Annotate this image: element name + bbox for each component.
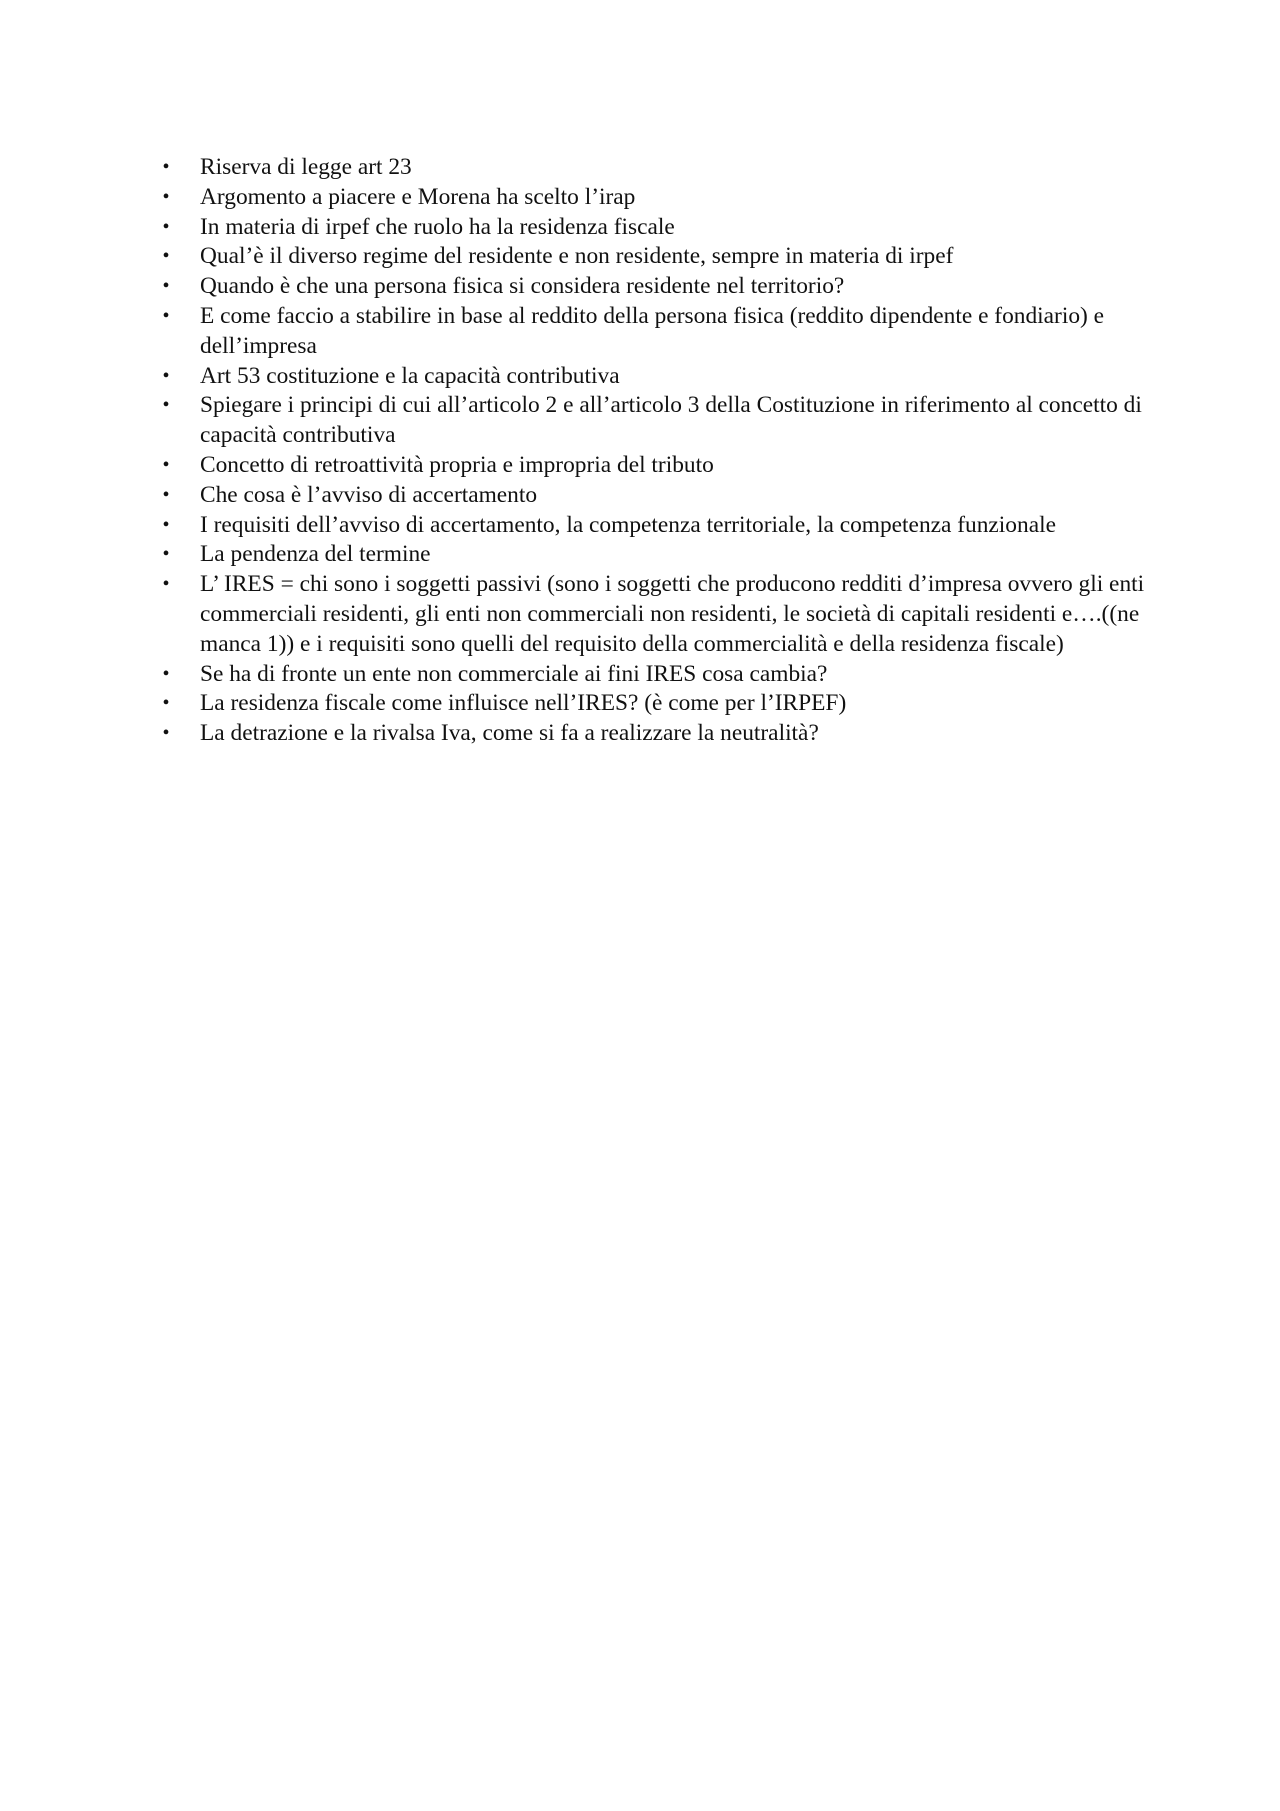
list-item <box>160 570 1150 659</box>
list-item-text: Quando è che una persona fisica si considera residente nel territorio? <box>200 273 845 300</box>
list-item-text: Art 53 costituzione e la capacità contributiva <box>200 362 620 389</box>
list-item-text: Che cosa è l’avviso di accertamento <box>200 481 538 508</box>
bullet-icon: • <box>162 662 170 685</box>
list-item-text: E come faccio a stabilire in base al reddito della persona fisica (reddito dipendente e fondiario) e dell’impresa <box>200 302 1105 359</box>
list-item <box>160 689 1150 719</box>
bullet-icon: • <box>162 364 170 387</box>
bullet-icon: • <box>162 543 170 566</box>
list-item <box>160 660 1150 690</box>
list-item <box>160 302 1150 362</box>
bullet-icon: • <box>162 304 170 327</box>
list-item <box>160 213 1150 243</box>
bullet-list <box>160 153 1150 749</box>
bullet-icon: • <box>162 185 170 208</box>
bullet-icon: • <box>162 483 170 506</box>
bullet-icon: • <box>162 156 170 178</box>
bullet-icon: • <box>162 394 170 417</box>
list-item <box>160 153 1150 183</box>
list-item <box>160 540 1150 570</box>
list-item-text: Se ha di fronte un ente non commerciale ai fini IRES cosa cambia? <box>200 660 828 687</box>
list-item <box>160 481 1150 511</box>
list-item-text: La residenza fiscale come influisce nell’IRES? (è come per l’IRPEF) <box>200 690 847 717</box>
bullet-icon: • <box>162 722 170 745</box>
list-item-text: La pendenza del termine <box>200 541 431 568</box>
list-item-text: L’ IRES = chi sono i soggetti passivi (sono i soggetti che producono redditi d’impresa ovvero gli enti commerciali residenti, gli enti non commerciali non residenti, le società di capitali residenti e….((ne manca 1)) e i requisiti sono quelli del requisito della commercialità e della residenza fiscale) <box>200 571 1145 657</box>
list-item <box>160 719 1150 749</box>
bullet-icon: • <box>162 215 170 238</box>
list-item-text: Concetto di retroattività propria e impropria del tributo <box>200 451 714 478</box>
list-item-text: Argomento a piacere e Morena ha scelto l’irap <box>200 183 636 210</box>
list-item <box>160 242 1150 272</box>
bullet-icon: • <box>162 453 170 476</box>
bullet-icon: • <box>162 692 170 715</box>
bullet-icon: • <box>162 245 170 268</box>
list-item-text: Riserva di legge art 23 <box>200 154 412 180</box>
list-item-text: La detrazione e la rivalsa Iva, come si fa a realizzare la neutralità? <box>200 720 819 747</box>
list-item <box>160 511 1150 541</box>
list-item-text: I requisiti dell’avviso di accertamento, la competenza territoriale, la competenza funzionale <box>200 511 1056 538</box>
list-item <box>160 362 1150 392</box>
list-item <box>160 391 1150 451</box>
list-item <box>160 272 1150 302</box>
bullet-icon: • <box>162 573 170 596</box>
list-item <box>160 183 1150 213</box>
list-item-text: Spiegare i principi di cui all’articolo 2 e all’articolo 3 della Costituzione in riferimento al concetto di capacità contributiva <box>200 392 1142 449</box>
bullet-icon: • <box>162 513 170 536</box>
list-item-text: Qual’è il diverso regime del residente e non residente, sempre in materia di irpef <box>200 243 954 270</box>
list-item-text: In materia di irpef che ruolo ha la residenza fiscale <box>200 213 675 240</box>
list-item <box>160 451 1150 481</box>
bullet-icon: • <box>162 275 170 298</box>
